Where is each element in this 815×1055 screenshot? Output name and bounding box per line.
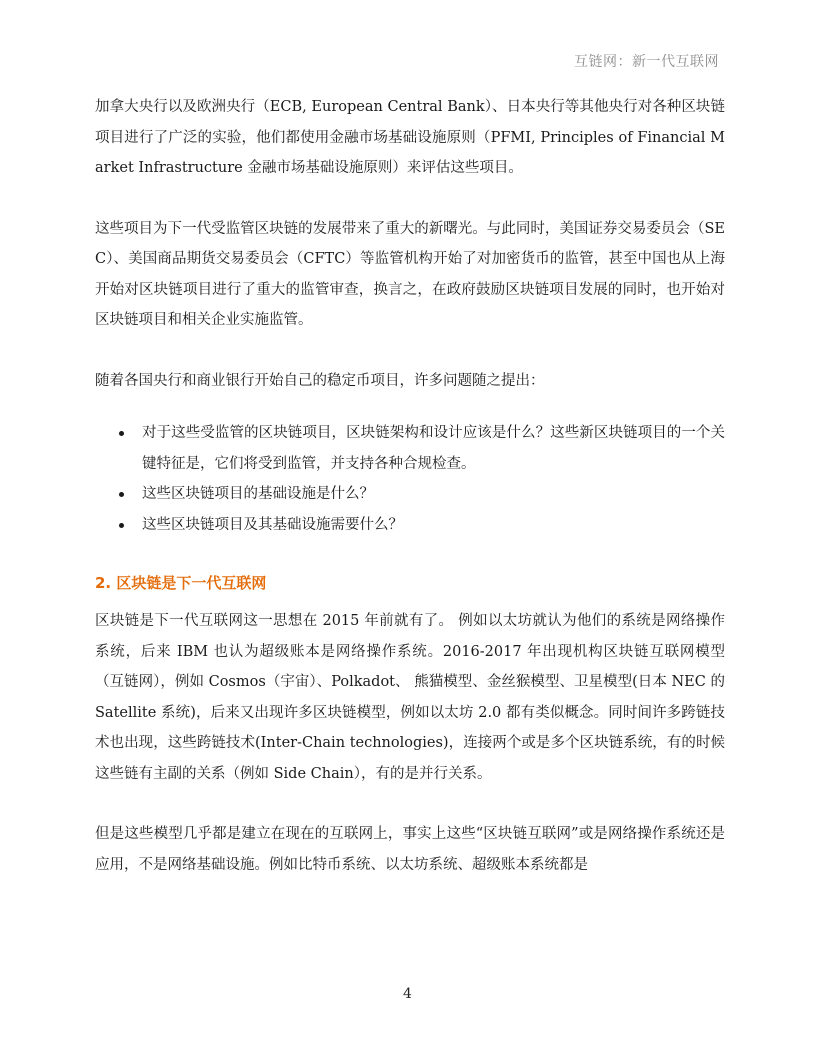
- paragraph-next-internet: 区块链是下一代互联网这一思想在 2015 年前就有了。 例如以太坊就认为他们的系统是网络操作系统，后来 IBM 也认为超级账本是网络操作系统。2016-2017 年出现机构区块链互联网模型（互链网），例如 Cosmos（宇宙）、Polkadot、 熊猫模型、金丝猴模型、卫星模型(日本 NEC 的 Satellite 系统)，后来又出现许多区块链模型，例如以太坊 2.0 都有类似概念。同时间许多跨链技术也出现，这些跨链技术(Inter-Chain technologies)，连接两个或是多个区块链系统，有的时候这些链有主副的关系（例如 Side Chain），有的是并行关系。: [95, 613, 725, 782]
- paragraph-models-built-on-internet: 但是这些模型几乎都是建立在现在的互联网上，事实上这些“区块链互联网”或是网络操作系统还是应用，不是网络基础设施。例如比特币系统、以太坊系统、超级账本系统都是: [95, 826, 725, 873]
- list-item-text: 对于这些受监管的区块链项目，区块链架构和设计应该是什么？这些新区块链项目的一个关键特征是，它们将受到监管，并支持各种合规检查。: [142, 425, 725, 472]
- list-item: [95, 418, 725, 479]
- page-number: 4: [403, 986, 412, 1002]
- paragraph-central-banks: 加拿大央行以及欧洲央行（ECB, European Central Bank）、日本央行等其他央行对各种区块链项目进行了广泛的实验，他们都使用金融市场基础设施原则（PFMI, Principles of Financial Market Infrastructure 金融市场基础设施原则）来评估这些项目。: [95, 99, 725, 176]
- list-item-text: 这些区块链项目及其基础设施需要什么？: [142, 516, 403, 533]
- list-item: [95, 479, 725, 510]
- page-body: [95, 92, 725, 910]
- bullet-icon: [119, 523, 124, 528]
- list-item: [95, 510, 725, 541]
- running-header: 互链网：新一代互联网: [574, 54, 719, 70]
- paragraph-questions-intro: 随着各国央行和商业银行开始自己的稳定币项目，许多问题随之提出：: [95, 372, 545, 389]
- paragraph-regulation: 这些项目为下一代受监管区块链的发展带来了重大的新曙光。与此同时，美国证券交易委员会（SEC）、美国商品期货交易委员会（CFTC）等监管机构开始了对加密货币的监管，甚至中国也从上海开始对区块链项目进行了重大的监管审查，换言之，在政府鼓励区块链项目发展的同时，也开始对区块链项目和相关企业实施监管。: [95, 220, 725, 328]
- bullet-icon: [119, 431, 124, 436]
- list-item-text: 这些区块链项目的基础设施是什么？: [142, 486, 374, 502]
- section-heading: 2. 区块链是下一代互联网: [95, 574, 267, 592]
- question-list: [95, 418, 725, 540]
- bullet-icon: [119, 492, 124, 497]
